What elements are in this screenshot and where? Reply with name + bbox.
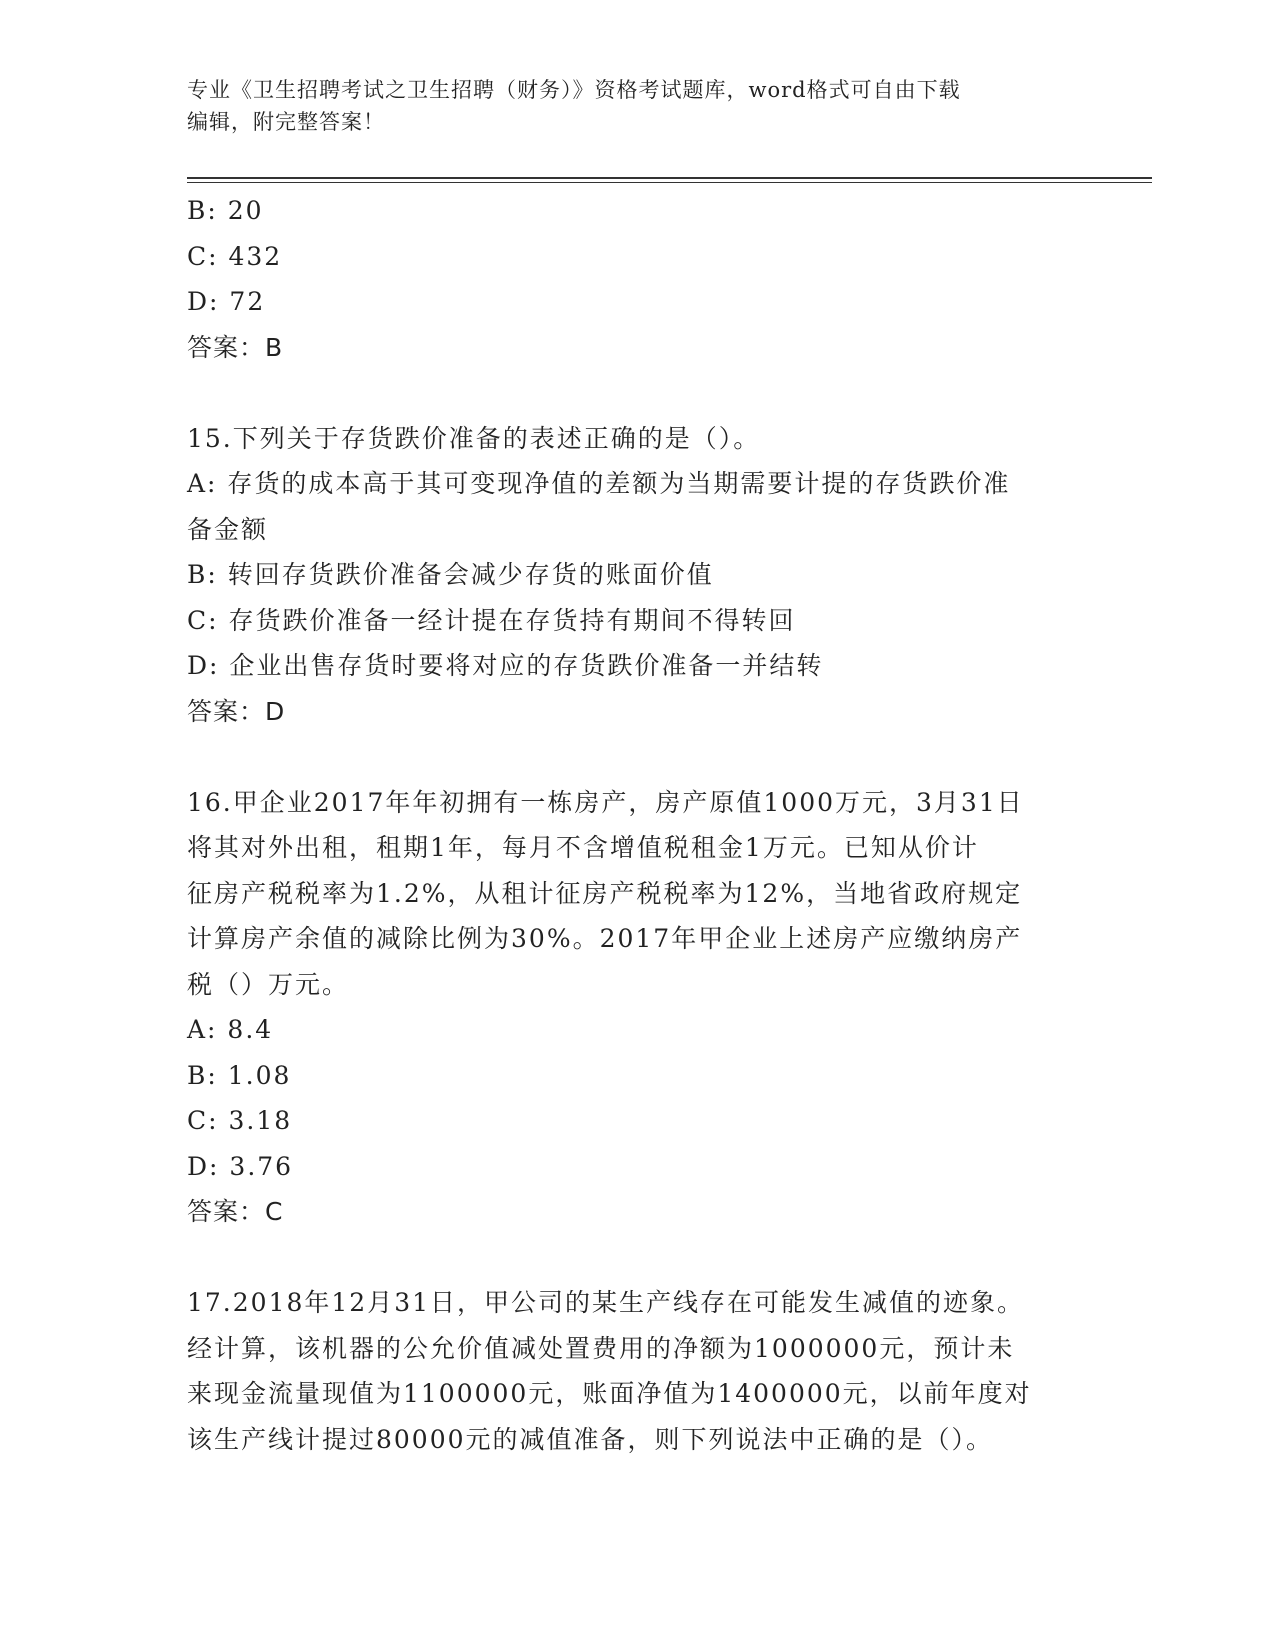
q15-option-d: D: 企业出售存货时要将对应的存货跌价准备一并结转 <box>187 651 824 680</box>
q16-option-a: A: 8.4 <box>187 1015 274 1044</box>
q17-stem-line-3: 来现金流量现值为1100000元，账面净值为1400000元，以前年度对 <box>187 1379 1032 1408</box>
q15-option-c: C: 存货跌价准备一经计提在存货持有期间不得转回 <box>187 605 796 635</box>
q16-stem-line-5: 税（）万元。 <box>187 969 350 999</box>
q15-answer: 答案：D <box>187 696 286 726</box>
header-line-2: 编辑，附完整答案！ <box>187 110 385 134</box>
q16-option-d: D: 3.76 <box>187 1151 294 1181</box>
q16-stem-line-4: 计算房产余值的减除比例为30%。2017年甲企业上述房产应缴纳房产 <box>187 924 1023 953</box>
q15-option-a-line-1: A: 存货的成本高于其可变现净值的差额为当期需要计提的存货跌价准 <box>187 469 1011 498</box>
header-divider-thin <box>187 182 1152 183</box>
q16-option-c: C: 3.18 <box>187 1106 293 1135</box>
q14-option-d: D: 72 <box>187 287 266 316</box>
q16-answer: 答案：C <box>187 1197 284 1226</box>
q16-stem-line-2: 将其对外出租，租期1年，每月不含增值税租金1万元。已知从价计 <box>187 833 979 862</box>
q17-stem-line-1: 17.2018年12月31日，甲公司的某生产线存在可能发生减值的迹象。 <box>187 1288 1025 1317</box>
q17-stem-line-2: 经计算，该机器的公允价值减处置费用的净额为1000000元，预计未 <box>187 1333 1015 1363</box>
document-body <box>187 188 1087 1462</box>
q15-option-b: B: 转回存货跌价准备会减少存货的账面价值 <box>187 560 714 589</box>
q16-stem-line-3: 征房产税税率为1.2%，从租计征房产税税率为12%，当地省政府规定 <box>187 878 1023 908</box>
q17-stem-line-4: 该生产线计提过80000元的减值准备，则下列说法中正确的是（）。 <box>187 1424 994 1454</box>
q16-stem-line-1: 16.甲企业2017年年初拥有一栋房产，房产原值1000万元，3月31日 <box>187 787 1024 817</box>
question-14-tail <box>187 188 1087 370</box>
q16-option-b: B: 1.08 <box>187 1060 292 1090</box>
question-16 <box>187 780 1087 1235</box>
q15-option-a-line-2: 备金额 <box>187 514 269 544</box>
q14-answer: 答案：B <box>187 332 284 362</box>
spacer <box>187 370 1087 416</box>
q14-option-b: B: 20 <box>187 196 264 225</box>
header-line-1: 专业《卫生招聘考试之卫生招聘（财务）》资格考试题库，word格式可自由下载 <box>187 78 961 102</box>
q14-option-c: C: 432 <box>187 241 283 271</box>
q15-stem: 15.下列关于存货跌价准备的表述正确的是（）。 <box>187 423 761 453</box>
question-15 <box>187 416 1087 735</box>
header-divider-thick <box>187 177 1152 179</box>
document-header <box>187 74 1087 138</box>
question-17 <box>187 1280 1087 1462</box>
spacer <box>187 734 1087 780</box>
spacer <box>187 1235 1087 1281</box>
